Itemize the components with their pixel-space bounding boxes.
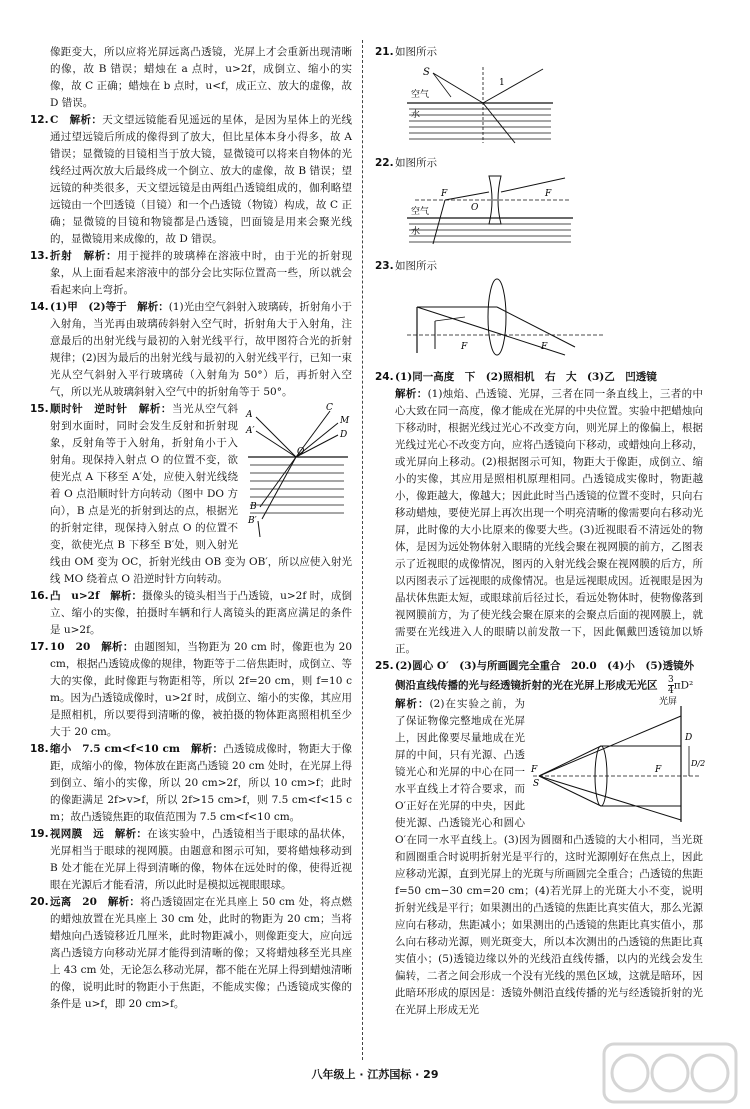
analysis-text: (2)在实验之前，为了保证物像完整地成在光屏上，因此像要尽量地成在光屏的中间，只有光源、凸透镜光心和光屏的中心在同一水平直线上才符合要求，而 O′正好在光屏的中央，因此使光源、凸透镜光心和圆心 O′在同一水平直线上。(3)因为圆圈和凸透镜的大小相同，当光斑和圆圈重合时说明折射光是平行的，这时光源刚好在焦点上，因此应移动光源，直到光屏上的光斑与所画圆完全重合；凸透镜的焦距 f=50 cm−30 cm=20 cm；(4)若光屏上的光斑大小不变，说明折射光线是平行；如果测出的凸透镜的焦距比真实值大，那么光源应向右移动，焦距减小；如果测出的凸透镜的焦距比真实值小，那么向右移动光源，则光斑变大，所以本次测出的凸透镜的焦距比真实值小；(5)透镜边缘以外的光线沿直线传播，以内的光线会发生偏转，二者之间会形成一个没有光线的黑色区域，这就是暗环，因此暗环形成的原因是：透镜外侧沿直线传播的光与经透镜折射的光在光屏上形成无光 bbox=[395, 698, 703, 1016]
figure-21-refraction bbox=[405, 63, 555, 145]
answer-value: 远离 20 bbox=[50, 896, 97, 908]
question-number: 19. bbox=[30, 828, 49, 840]
svg-text:A: A bbox=[246, 410, 253, 420]
question-number: 22. bbox=[375, 157, 394, 169]
analysis-label: 解析： bbox=[83, 250, 118, 262]
answer-value: 凸 u>2f bbox=[50, 590, 100, 602]
figure-22-concave-lens bbox=[405, 174, 575, 248]
answer-12 bbox=[30, 112, 352, 248]
label-d: D bbox=[685, 733, 693, 743]
question-number: 25. bbox=[375, 660, 394, 672]
analysis-text: 在该实验中，凸透镜相当于眼球的晶状体，光屏相当于眼球的视网膜。由题意和图示可知，要将蜡烛移动到 B 处才能在光屏上得到清晰的像，物体在远处时的像，使得近视眼在光源后才能看清，所以此时是模拟远视眼眼球。 bbox=[50, 828, 353, 891]
question-number: 16. bbox=[30, 590, 49, 602]
question-number: 21. bbox=[375, 46, 394, 58]
analysis-label: 解析： bbox=[107, 896, 141, 908]
analysis-label: 解析： bbox=[69, 114, 103, 126]
label-f2: F bbox=[655, 765, 662, 775]
label-1: 1 bbox=[499, 78, 505, 88]
figure-25-light-screen bbox=[531, 696, 706, 826]
question-number: 18. bbox=[30, 743, 49, 755]
svg-text:F: F bbox=[541, 342, 548, 352]
label-f: F bbox=[441, 189, 448, 199]
answer-13 bbox=[30, 248, 352, 299]
svg-text:D: D bbox=[340, 430, 348, 440]
answer-24 bbox=[375, 369, 703, 658]
answer-23 bbox=[375, 258, 703, 275]
answer-value: 10 20 bbox=[50, 641, 91, 653]
label-half-d: D/2 bbox=[691, 759, 706, 768]
answer-16 bbox=[30, 588, 352, 639]
answer-value: (1)同一高度 下 (2)照相机 右 大 (3)乙 凹透镜 bbox=[395, 371, 657, 383]
question-number: 17. bbox=[30, 641, 49, 653]
answer-21 bbox=[375, 44, 703, 61]
analysis-text: 凸透镜成像时，物距大于像距，成缩小的像，物体放在距离凸透镜 20 cm 处时，在光屏上得到倒立、缩小的实像，所以 20 cm>2f，所以 10 cm>f；此时的像距满足 2f>v>f，所以 2f>15 cm>f，则 7.5 cm<f<15 cm；故凸透镜焦距的取值范围为 7.5 cm<f<10 cm。 bbox=[50, 743, 353, 823]
answer-continued: 侧沿直线传播的光与经透镜折射的光在光屏上形成无光区 bbox=[395, 679, 658, 692]
label-water: 水 bbox=[411, 227, 421, 237]
answer-15 bbox=[30, 401, 352, 588]
label-f: F bbox=[461, 342, 468, 352]
answer-text: 如图所示 bbox=[395, 46, 437, 58]
svg-text:B′: B′ bbox=[248, 516, 257, 526]
analysis-text: 天文望远镜能看见遥远的星体，是因为星体上的光线通过望远镜后所成的像得到了放大，但比星体本身小得多，故 A 错误；显微镜的目镜相当于放大镜，显微镜可以将来自物体的光线经过两次放大后最终成一个倒立、放大的虚像，故 B 错误；望远镜的种类很多，天文望远镜是由两组凸透镜组成的，伽利略望远镜由一个凹透镜（目镜）和一个凸透镜（物镜）构成，故 C 正确；显微镜的目镜和物镜都是凸透镜，凹面镜是用来会聚光线的，显微镜用来成像的，故 D 错误。 bbox=[50, 114, 353, 245]
analysis-text: 将凸透镜固定在光具座上 50 cm 处，将点燃的蜡烛放置在光具座上 30 cm 处，此时的物距为 20 cm；当将蜡烛向凸透镜移近几厘米，此时物距减小，则像距变大，应向远离凸透镜方向移动光屏才能得到清晰的像；又将蜡烛移至光具座上 43 cm 处，无论怎么移动光屏，都不能在光屏上得到蜡烛清晰的像，说明此时的物距小于焦距，不能成实像；凸透镜成实像的条件是 u>f，即 20 cm>f。 bbox=[50, 896, 353, 1010]
analysis-text: (1)烛焰、凸透镜、光屏，三者在同一条直线上，三者的中心大致在同一高度，像才能成在光屏的中央位置。实验中把蜡烛向下移动时，根据光线过光心不改变方向，则光屏上的像偏上，根据光线过光心不改变方向，应将凸透镜向下移动，或蜡烛向上移动，或光屏向上移动。(2)根据图示可知，物距大于像距，成倒立、缩小的实像，其应用是照相机原理相同。凸透镜成实像时，物距越小，像距越大，像越大；因此此时当凸透镜的位置不变时，只向右移动蜡烛，要使光屏上再次出现一个明亮清晰的像需要向右移动光屏，此时像的大小比原来的像要大些。(3)近视眼看不清远处的物体，是因为远处物体射入眼睛的光线会聚在视网膜的前方，乙图表示了近视眼的成像情况，图丙的入射光线会聚在视网膜的后方，所以丙图表示了远视眼的成像情况。也是远视眼成因。近视眼是因为晶状体焦距太短，或眼球前后径过长，看远处物体时，使物像落到视网膜前方，为了使光线会聚在原来的会聚点后面的视网膜上，就需要在光线进入人的眼睛以前发散一下，因此佩戴凹透镜加以矫正。 bbox=[395, 388, 704, 655]
svg-text:B: B bbox=[250, 502, 257, 512]
analysis-text: (1)光由空气斜射入玻璃砖，折射角小于入射角，当光再由玻璃砖斜射入空气时，折射角大于入射角，注意最后的出射光线与最初的入射光线平行，故甲图符合光的折射规律；(2)因为最后的出射光线与最初的入射光线平行，已知一束光从空气斜射入平行玻璃砖（入射角为 50°）后，再折射入空气，所以光从玻璃斜射入空气中的折射角等于 50°。 bbox=[50, 301, 353, 398]
answer-18 bbox=[30, 741, 352, 826]
label-o: O bbox=[471, 203, 479, 213]
question-number: 20. bbox=[30, 896, 49, 908]
answer-value: 折射 bbox=[50, 250, 73, 262]
analysis-label: 解析： bbox=[138, 403, 173, 415]
answer-value: 缩小 7.5 cm<f<10 cm bbox=[50, 743, 181, 755]
analysis-text: 摄像头的镜头相当于凸透镜，u>2f 时，成倒立、缩小的实像，拍摄时车辆和行人离镜头的距离应满足的条件是 u>2f。 bbox=[50, 590, 353, 636]
label-s: S bbox=[533, 779, 540, 789]
question-number: 15. bbox=[30, 403, 49, 415]
svg-text:F: F bbox=[545, 189, 552, 199]
analysis-label: 解析： bbox=[395, 388, 428, 400]
answer-value: (1)甲 (2)等于 bbox=[50, 301, 127, 313]
answer-25 bbox=[375, 658, 706, 1019]
answer-22 bbox=[375, 155, 703, 172]
analysis-text: 用于搅拌的玻璃棒在溶液中时，由于光的折射现象，从上面看起来溶液中的部分会比实际位置高一些，所以就会看起来向上弯折。 bbox=[50, 250, 353, 296]
left-column bbox=[30, 44, 352, 1013]
answer-text: 如图所示 bbox=[395, 157, 437, 169]
label-screen: 光屏 bbox=[659, 697, 678, 707]
svg-text:O: O bbox=[297, 447, 305, 457]
fraction-tail: πD² bbox=[673, 679, 694, 692]
label-air: 空气 bbox=[411, 90, 430, 100]
question-number: 23. bbox=[375, 260, 394, 272]
label-f1: F bbox=[531, 765, 538, 775]
figure-23-convex-lens bbox=[405, 277, 605, 359]
answer-20 bbox=[30, 894, 352, 1013]
analysis-label: 解析： bbox=[137, 301, 169, 313]
right-column bbox=[375, 44, 706, 1019]
answer-17 bbox=[30, 639, 352, 741]
svg-text:A′: A′ bbox=[246, 426, 255, 436]
question-number: 12. bbox=[30, 114, 49, 126]
analysis-label: 解析： bbox=[395, 698, 430, 710]
label-s: S bbox=[423, 67, 430, 78]
answer-19 bbox=[30, 826, 352, 894]
question-number: 14. bbox=[30, 301, 49, 313]
answer-value: 顺时针 逆时针 bbox=[50, 403, 128, 415]
analysis-text: 当光从空气斜射到水面时，同时会发生反射和折射现象，反射角等于入射角，折射角小于入射角。现保持入射点 O 的位置不变，欲使光点 A 下移至 A′处，应使入射光线绕着 O 点沿顺时针方向转动（图中 DO 方向），B 点是光的折射到达的点，根据光的折射定律，现保持入射点 O 的位置不变，欲使光点 B 下移至 B′处，则入射光线由 OM 变为 OC，折射光线由 OB 变为 OB′，所以应使入射光线 MO 绕着点 O 沿逆时针方向转动。 bbox=[50, 403, 352, 585]
label-air: 空气 bbox=[411, 207, 430, 217]
label-water: 水 bbox=[411, 110, 421, 120]
analysis-label: 解析： bbox=[101, 641, 134, 653]
analysis-label: 解析： bbox=[110, 590, 143, 602]
question-number: 13. bbox=[30, 250, 49, 262]
svg-text:C: C bbox=[326, 403, 333, 413]
answer-value: 视网膜 远 bbox=[50, 828, 104, 840]
analysis-label: 解析： bbox=[114, 828, 148, 840]
answer-value: (2)圆心 O′ (3)与所画圆完全重合 20.0 (4)小 (5)透镜外 bbox=[395, 660, 695, 672]
refraction-rotation-figure bbox=[244, 401, 352, 539]
answer-value: C bbox=[50, 114, 59, 126]
question-number: 24. bbox=[375, 371, 394, 383]
answer-14 bbox=[30, 299, 352, 401]
answer-text: 如图所示 bbox=[395, 260, 437, 272]
continued-text: 像距变大，所以应将光屏远离凸透镜，光屏上才会重新出现清晰的像，故 B 错误；蜡烛在 a 点时，u>2f，成倒立、缩小的实像，故 C 正确；蜡烛在 b 点时，u<f，成正立、放大的虚像，故 D 错误。 bbox=[50, 46, 352, 109]
svg-text:M: M bbox=[340, 416, 350, 426]
page-footer: 八年级上 · 江苏国标 · 29 bbox=[311, 1068, 439, 1081]
column-divider bbox=[362, 40, 363, 1060]
analysis-label: 解析： bbox=[191, 743, 224, 755]
fraction-denominator: 4 bbox=[668, 686, 674, 696]
fraction-numerator: 3 bbox=[668, 675, 674, 685]
watermark-logo bbox=[600, 1040, 740, 1106]
analysis-text: 由题图知，当物距为 20 cm 时，像距也为 20 cm，根据凸透镜成像的规律，物距等于二倍焦距时，成倒立、等大的实像，此时像距与物距相等，所以 2f=20 cm，则 f=10 cm。因为凸透镜成像时，u>2f 时，成倒立、缩小的实像，其应用是照相机，所以要得到清晰的像，被拍摄的物体距离照相机至少大于 20 cm。 bbox=[50, 641, 353, 738]
